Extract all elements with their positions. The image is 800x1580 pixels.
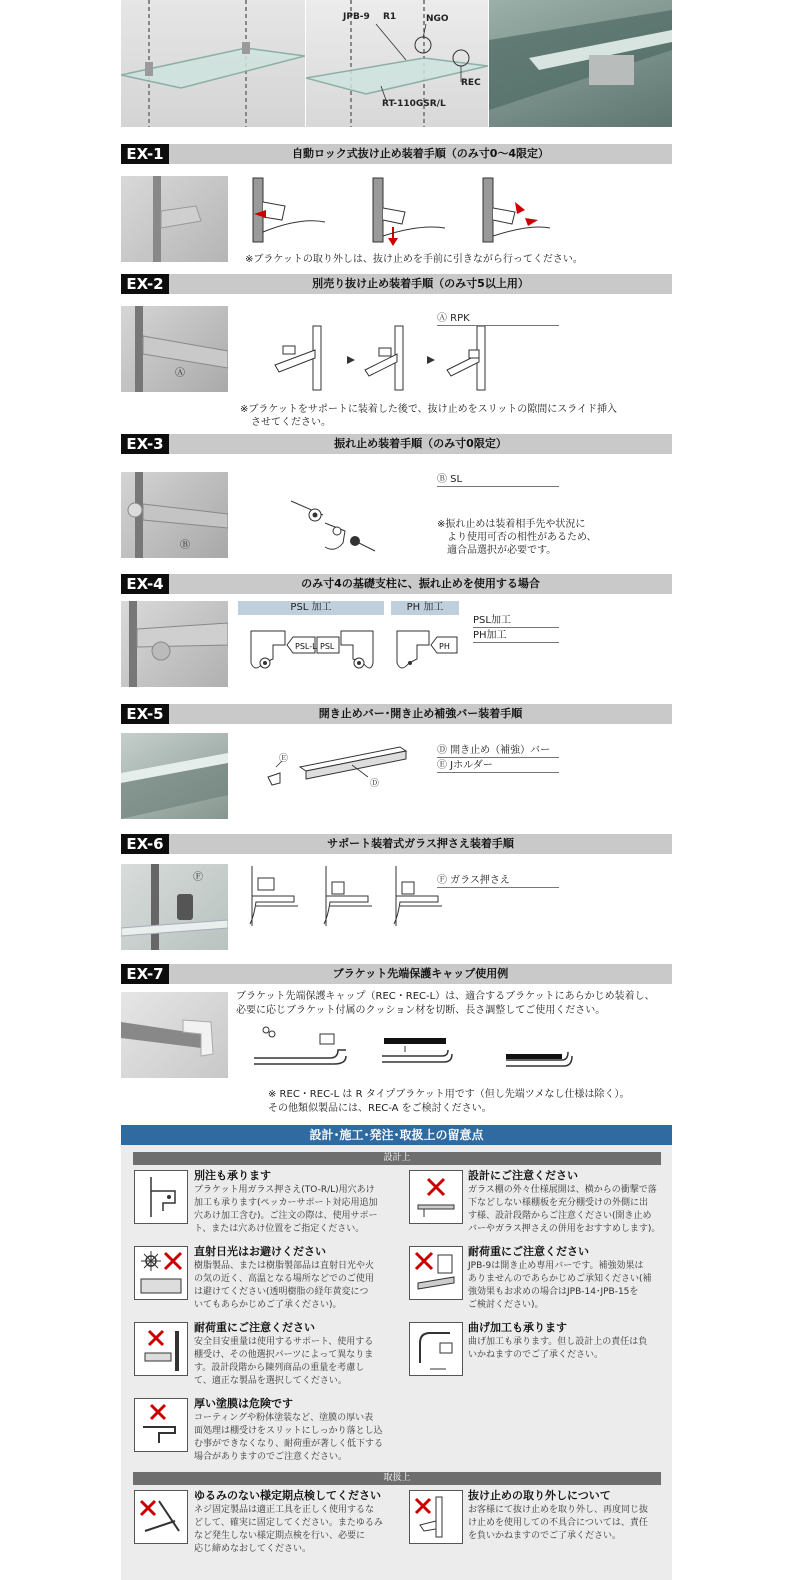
ex2-tag: EX-2 <box>121 274 169 294</box>
label-jpb9: JPB-9 <box>343 12 370 22</box>
ex2-photo <box>121 306 228 392</box>
ex2-note-line1: ※ブラケットをサポートに装着した後で、抜け止めをスリットの隙間にスライド挿入 <box>240 404 617 415</box>
design-item-6-line0: コーティングや粉体塗装など、塗膜の厚い表 <box>194 1413 374 1423</box>
inspection-icon <box>134 1490 188 1544</box>
ex6-title: サポート装着式ガラス押さえ装着手順 <box>327 837 514 850</box>
ex2-label-rpk: Ⓐ RPK <box>437 312 559 326</box>
design-item-5-line0: 曲げ加工も承ります。但し設計上の責任は負 <box>468 1337 648 1347</box>
ex7-note-line2: その他類似製品には、REC-A をご検討ください。 <box>268 1103 492 1114</box>
ex3-title: 振れ止め装着手順（のみ寸0限定） <box>334 437 507 450</box>
ex1-photo-drawing <box>121 176 228 262</box>
ex2-title: 別売り抜け止め装着手順（のみ寸5以上用） <box>312 277 529 290</box>
design-item-1-line2: す様、設計段階からご注意ください(開き止め <box>468 1211 652 1221</box>
ex1-header <box>121 144 672 164</box>
design-item-1-line3: バーやガラス押さえの併用をおすすめします)。 <box>468 1224 661 1234</box>
top-photo-right <box>489 0 672 127</box>
ex5-label-d: Ⓓ 開き止め（補強）バー <box>437 744 559 758</box>
ex7-tag: EX-7 <box>121 964 169 984</box>
ex7-photo-drawing <box>121 992 228 1078</box>
design-item-2-line2: は避けてください(透明樹脂の経年黄変につ <box>194 1287 369 1297</box>
handling-item-0-line2: など発生しない様定期点検を行い、必要に <box>194 1531 366 1541</box>
ex5-title: 開き止めバー･開き止め補強バー装着手順 <box>318 707 523 720</box>
ex5-tag: EX-5 <box>121 704 169 724</box>
ex7-photo <box>121 992 228 1078</box>
label-ngo: NGO <box>426 14 449 24</box>
design-item-2-line1: の気の近く、高温となる場所などでのご使用 <box>194 1274 374 1284</box>
handling-item-0-line1: どして、確実に固定してください。またゆるみ <box>194 1518 383 1528</box>
ex3-label-sl: Ⓑ SL <box>437 473 559 487</box>
design-item-0-line3: ト、または穴あけ位置をご指定ください。 <box>194 1224 365 1234</box>
design-item-4-line2: す。設計段階から陳列商品の重量を考慮し <box>194 1363 365 1373</box>
ex3-diagram <box>285 495 380 560</box>
ex1-tag: EX-1 <box>121 144 169 164</box>
design-item-6-line3: 場合がありますのでご注意ください。 <box>194 1452 348 1462</box>
ex4-label-psl: PSL加工 <box>473 614 559 628</box>
ex4-ph-text: PH <box>439 642 450 651</box>
design-item-3-line2: 強効果もお求めの場合はJPB-14･JPB-15を <box>468 1287 639 1297</box>
handling-item-1-line1: け止めを使用しての不具合については、責任 <box>468 1518 648 1528</box>
design-item-0-line2: 穴あけ加工含む)。ご注文の際は、使用サポー <box>194 1211 378 1221</box>
ex6-photo-drawing <box>121 864 228 950</box>
ex3-header <box>121 434 672 454</box>
design-item-0-title: 別注も承ります <box>194 1169 271 1182</box>
design-header: 設計上 <box>133 1152 661 1165</box>
ex2-note-line2: させてください。 <box>251 417 331 428</box>
design-item-6-line1: 面処理は棚受けをスリットにしっかり落とし込 <box>194 1426 383 1436</box>
design-item-0-line1: 加工も承ります(ペッカーサポート対応用追加 <box>194 1198 378 1208</box>
ex2-steps-diagram <box>265 320 505 398</box>
ex1-title: 自動ロック式抜け止め装着手順（のみ寸0～4限定） <box>291 147 550 160</box>
design-item-6-line2: む事ができなくなり、耐荷重が著しく低下する <box>194 1439 384 1449</box>
ex2-photo-drawing <box>121 306 228 392</box>
sunlight-warning-icon <box>134 1246 188 1300</box>
ex4-label-ph: PH加工 <box>473 629 559 643</box>
design-item-2-title: 直射日光はお避けください <box>194 1245 326 1258</box>
design-item-1-line1: 下などしない様棚板を充分棚受けの外側に出 <box>468 1198 649 1208</box>
ex1-steps-diagram <box>240 172 550 250</box>
design-item-1-title: 設計にご注意ください <box>468 1169 578 1182</box>
ex7-title: ブラケット先端保護キャップ使用例 <box>332 967 509 980</box>
design-item-3-line1: ありませんのであらかじめご承知ください(補 <box>468 1274 652 1284</box>
design-item-4-title: 耐荷重にご注意ください <box>194 1321 315 1334</box>
ex6-steps-diagram <box>244 866 444 936</box>
ex4-psl-text: PSL <box>320 642 335 651</box>
ex4-photo-drawing <box>121 601 228 687</box>
ex4-sub-ph: PH 加工 <box>391 601 459 615</box>
ex4-title: のみ寸4の基礎支柱に、振れ止めを使用する場合 <box>301 577 540 590</box>
ex5-mark-e: Ⓔ <box>279 754 289 764</box>
ex3-note-line2: より使用可否の相性があるため、 <box>447 532 597 543</box>
ex3-photo-mark: Ⓑ <box>180 540 190 551</box>
design-item-3-line0: JPB-9は開き止め専用バーです。補強効果は <box>468 1261 644 1271</box>
shelf-illustration <box>121 0 305 127</box>
ex2-photo-mark: Ⓐ <box>175 368 185 379</box>
ex1-photo <box>121 176 228 262</box>
ex6-tag: EX-6 <box>121 834 169 854</box>
label-r1: R1 <box>383 12 397 22</box>
handling-item-1-line0: お客様にて抜け止めを取り外し、再度同じ抜 <box>468 1505 649 1515</box>
glass-edge-closeup <box>489 0 672 127</box>
ex4-psll-text: PSL-L <box>295 642 317 651</box>
design-item-3-line3: ご検討ください)。 <box>468 1300 544 1310</box>
handling-header: 取扱上 <box>133 1472 661 1485</box>
ex7-note-line1: ※ REC・REC-L は R タイプブラケット用です（但し先端ツメなし仕様は除く）。 <box>268 1089 630 1100</box>
load-warning-icon <box>409 1246 463 1300</box>
handling-item-1-title: 抜け止めの取り外しについて <box>468 1489 611 1502</box>
label-rec: REC <box>461 78 481 88</box>
stopper-removal-icon <box>409 1490 463 1544</box>
handling-item-0-line0: ネジ固定製品は適正工具を正しく使用するな <box>194 1505 375 1515</box>
ex5-mark-d: Ⓓ <box>370 779 380 789</box>
ex3-note-line1: ※振れ止めは装着相手先や状況に <box>437 519 586 530</box>
ex4-diagram <box>245 623 465 683</box>
ex6-photo-mark: Ⓕ <box>193 872 203 883</box>
ex3-photo <box>121 472 228 558</box>
ex4-sub-psl: PSL 加工 <box>238 601 384 615</box>
ex6-header <box>121 834 672 854</box>
design-item-5-line1: いかねますのでご了承ください。 <box>468 1350 604 1360</box>
ex5-header <box>121 704 672 724</box>
handling-item-0-title: ゆるみのない様定期点検してください <box>194 1489 381 1502</box>
design-item-1-line0: ガラス棚の外々仕様展開は、横からの衝撃で落 <box>468 1185 657 1195</box>
ex7-desc-line2: 必要に応じブラケット付属のクッション材を切断、長さ調整してご使用ください。 <box>236 1005 606 1016</box>
ex5-photo <box>121 733 228 819</box>
cautions-title: 設計･施工･発注･取扱上の留意点 <box>121 1125 672 1145</box>
design-item-6-title: 厚い塗膜は危険です <box>194 1397 293 1410</box>
ex6-label-f: Ⓕ ガラス押さえ <box>437 874 559 888</box>
ex3-photo-drawing <box>121 472 228 558</box>
ex2-header <box>121 274 672 294</box>
handling-item-0-line3: 応じ締めなおしてください。 <box>194 1544 312 1554</box>
label-rt: RT-110GSR/L <box>382 99 446 109</box>
ex5-photo-drawing <box>121 733 228 819</box>
ex3-tag: EX-3 <box>121 434 169 454</box>
design-warning-icon <box>409 1170 463 1224</box>
ex4-photo <box>121 601 228 687</box>
ex4-tag: EX-4 <box>121 574 169 594</box>
design-item-2-line3: いてもあらかじめご了承ください)。 <box>194 1300 342 1310</box>
ex7-diagram <box>250 1020 580 1080</box>
design-item-3-title: 耐荷重にご注意ください <box>468 1245 589 1258</box>
ex6-photo <box>121 864 228 950</box>
top-photo-left <box>121 0 305 127</box>
design-item-4-line3: て、適正な製品を選択してください。 <box>194 1376 347 1386</box>
ex4-header <box>121 574 672 594</box>
coating-warning-icon <box>134 1398 188 1452</box>
ex3-note-line3: 適合品選択が必要です。 <box>447 545 557 556</box>
ex7-desc-line1: ブラケット先端保護キャップ（REC・REC-L）は、適合するブラケットにあらかじめ装着し、 <box>236 991 655 1002</box>
design-item-5-title: 曲げ加工も承ります <box>468 1321 567 1334</box>
bending-icon <box>409 1322 463 1376</box>
design-item-4-line1: 棚受け、その他選択パーツによって異なりま <box>194 1350 374 1360</box>
ex1-note: ※ブラケットの取り外しは、抜け止めを手前に引きながら行ってください。 <box>245 254 583 265</box>
design-item-4-line0: 安全目安重量は使用するサポート、使用する <box>194 1337 374 1347</box>
ex7-header <box>121 964 672 984</box>
weight-limit-icon <box>134 1322 188 1376</box>
ex5-label-e: Ⓔ Jホルダー <box>437 759 559 773</box>
custom-order-icon <box>134 1170 188 1224</box>
design-item-0-line0: ブラケット用ガラス押さえ(TO-R/L)用穴あけ <box>194 1185 375 1195</box>
handling-item-1-line2: を負いかねますのでご了承ください。 <box>468 1531 622 1541</box>
design-item-2-line0: 樹脂製品、または樹脂製部品は直射日光や火 <box>194 1261 375 1271</box>
top-photo-middle <box>306 0 488 127</box>
